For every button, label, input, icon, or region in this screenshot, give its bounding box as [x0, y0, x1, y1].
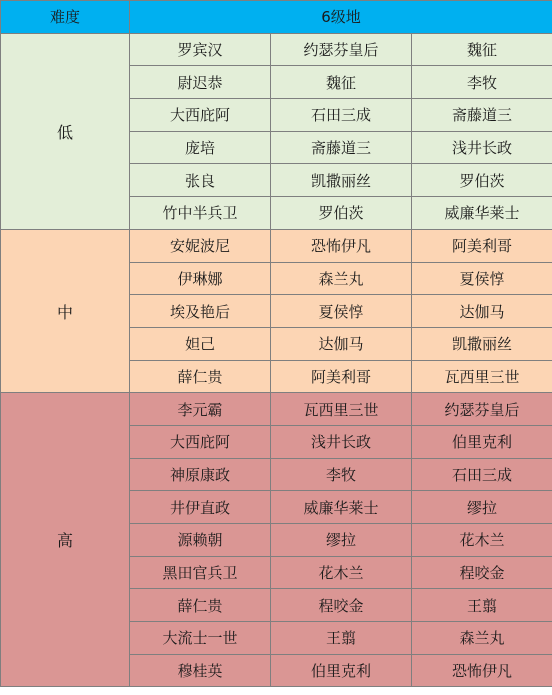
hero-name-cell: 约瑟芬皇后 — [271, 33, 412, 66]
hero-name-cell: 森兰丸 — [271, 262, 412, 295]
hero-name-cell: 伊琳娜 — [130, 262, 271, 295]
hero-name-cell: 罗伯茨 — [412, 164, 552, 197]
hero-name-cell: 瓦西里三世 — [271, 393, 412, 426]
hero-name-cell: 大流士一世 — [130, 622, 271, 655]
hero-name-cell: 王翦 — [412, 589, 552, 622]
hero-name-cell: 浅井长政 — [271, 425, 412, 458]
hero-name-cell: 大西庇阿 — [130, 425, 271, 458]
hero-name-cell: 安妮波尼 — [130, 229, 271, 262]
hero-name-cell: 程咬金 — [271, 589, 412, 622]
table-row — [1, 229, 552, 262]
table-body — [1, 33, 552, 687]
hero-name-cell: 王翦 — [271, 622, 412, 655]
hero-name-cell: 花木兰 — [412, 524, 552, 557]
hero-name-cell: 薛仁贵 — [130, 360, 271, 393]
hero-name-cell: 森兰丸 — [412, 622, 552, 655]
hero-name-cell: 夏侯惇 — [412, 262, 552, 295]
hero-name-cell: 阿美利哥 — [271, 360, 412, 393]
hero-name-cell: 黑田官兵卫 — [130, 556, 271, 589]
header-row — [1, 1, 552, 34]
hero-name-cell: 缪拉 — [271, 524, 412, 557]
hero-name-cell: 缪拉 — [412, 491, 552, 524]
hero-name-cell: 石田三成 — [271, 99, 412, 132]
hero-name-cell: 浅井长政 — [412, 131, 552, 164]
hero-name-cell: 斋藤道三 — [412, 99, 552, 132]
header-difficulty: 难度 — [1, 1, 130, 34]
hero-name-cell: 恐怖伊凡 — [412, 654, 552, 687]
difficulty-level-cell: 中 — [1, 229, 130, 392]
hero-name-cell: 程咬金 — [412, 556, 552, 589]
hero-name-cell: 埃及艳后 — [130, 295, 271, 328]
hero-name-cell: 穆桂英 — [130, 654, 271, 687]
hero-name-cell: 妲己 — [130, 327, 271, 360]
table-row — [1, 33, 552, 66]
hero-name-cell: 大西庇阿 — [130, 99, 271, 132]
hero-name-cell: 达伽马 — [271, 327, 412, 360]
hero-name-cell: 薛仁贵 — [130, 589, 271, 622]
hero-name-cell: 尉迟恭 — [130, 66, 271, 99]
hero-name-cell: 凯撒丽丝 — [271, 164, 412, 197]
difficulty-level-cell: 低 — [1, 33, 130, 229]
hero-name-cell: 石田三成 — [412, 458, 552, 491]
hero-name-cell: 井伊直政 — [130, 491, 271, 524]
table-row — [1, 393, 552, 426]
hero-name-cell: 魏征 — [412, 33, 552, 66]
hero-name-cell: 斋藤道三 — [271, 131, 412, 164]
hero-name-cell: 夏侯惇 — [271, 295, 412, 328]
header-map-level: 6级地 — [130, 1, 552, 34]
hero-name-cell: 罗宾汉 — [130, 33, 271, 66]
hero-name-cell: 伯里克利 — [412, 425, 552, 458]
hero-name-cell: 竹中半兵卫 — [130, 197, 271, 230]
hero-name-cell: 伯里克利 — [271, 654, 412, 687]
hero-name-cell: 源赖朝 — [130, 524, 271, 557]
hero-name-cell: 庞培 — [130, 131, 271, 164]
hero-name-cell: 阿美利哥 — [412, 229, 552, 262]
hero-name-cell: 达伽马 — [412, 295, 552, 328]
hero-name-cell: 李牧 — [412, 66, 552, 99]
hero-name-cell: 张良 — [130, 164, 271, 197]
hero-name-cell: 瓦西里三世 — [412, 360, 552, 393]
hero-name-cell: 李牧 — [271, 458, 412, 491]
hero-name-cell: 恐怖伊凡 — [271, 229, 412, 262]
hero-name-cell: 魏征 — [271, 66, 412, 99]
hero-name-cell: 约瑟芬皇后 — [412, 393, 552, 426]
hero-name-cell: 罗伯茨 — [271, 197, 412, 230]
hero-name-cell: 神原康政 — [130, 458, 271, 491]
hero-name-cell: 威廉华莱士 — [412, 197, 552, 230]
hero-name-cell: 凯撒丽丝 — [412, 327, 552, 360]
hero-name-cell: 李元霸 — [130, 393, 271, 426]
hero-name-cell: 花木兰 — [271, 556, 412, 589]
difficulty-level-cell: 高 — [1, 393, 130, 687]
hero-name-cell: 威廉华莱士 — [271, 491, 412, 524]
